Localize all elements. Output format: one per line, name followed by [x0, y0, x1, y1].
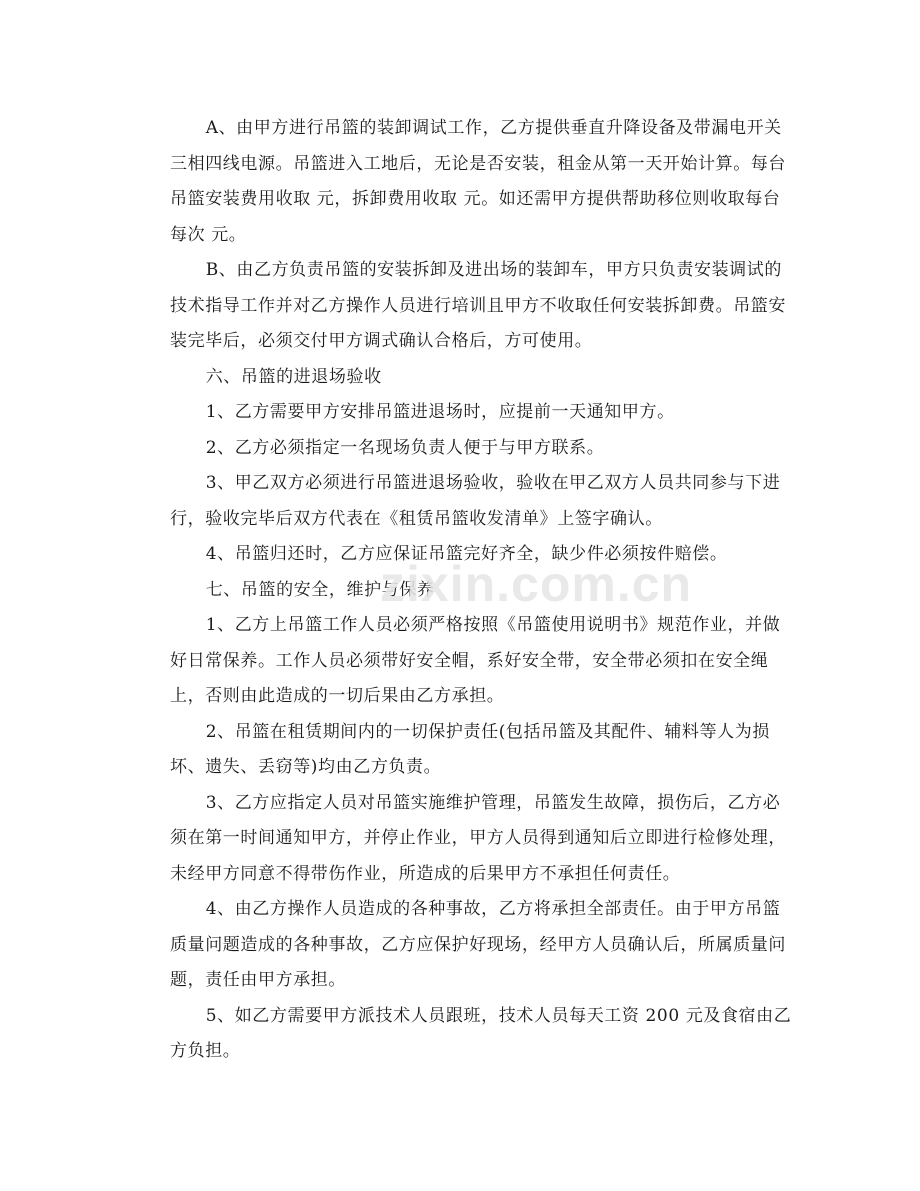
- list-item: [170, 786, 796, 893]
- paragraph-text: 5、如乙方需要甲方派技术人员跟班，技术人员每天工资 200 元及食宿由乙方负担。: [170, 1005, 792, 1061]
- paragraph-text: 3、甲乙双方必须进行吊篮进退场验收，验收在甲乙双方人员共同参与下进行，验收完毕后双方代表在《租赁吊篮收发清单》上签字确认。: [170, 473, 781, 529]
- paragraph-text: 4、由乙方操作人员造成的各种事故，乙方将承担全部责任。由于甲方吊篮质量问题造成的各种事故，乙方应保护好现场，经甲方人员确认后，所属质量问题，责任由甲方承担。: [170, 899, 786, 990]
- list-item: [170, 999, 796, 1070]
- list-item: [170, 537, 796, 573]
- paragraph-text: B、由乙方负责吊篮的安装拆卸及进出场的装卸车，甲方只负责安装调试的技术指导工作并对乙方操作人员进行培训且甲方不收取任何安装拆卸费。吊篮安装完毕后，必须交付甲方调式确认合格后，方可使用。: [170, 260, 786, 351]
- paragraph-text: A、由甲方进行吊篮的装卸调试工作，乙方提供垂直升降设备及带漏电开关三相四线电源。吊篮进入工地后，无论是否安装，租金从第一天开始计算。每台吊篮安装费用收取 元，拆卸费用收取 元。如还需甲方提供帮助移位则收取每台每次 元。: [170, 118, 786, 245]
- paragraph-install-by-party-a: [170, 111, 796, 253]
- watermark: zixin.com.cn: [380, 556, 693, 612]
- list-item: [170, 892, 796, 999]
- section-heading-safety: [170, 573, 796, 609]
- paragraph-text: 1、乙方上吊篮工作人员必须严格按照《吊篮使用说明书》规范作业，并做好日常保养。工作人员必须带好安全帽，系好安全带，安全带必须扣在安全绳上，否则由此造成的一切后果由乙方承担。: [170, 615, 781, 706]
- list-item: [170, 715, 796, 786]
- paragraph-text: 七、吊篮的安全，维护与保养: [205, 579, 435, 600]
- paragraph-text: 4、吊篮归还时，乙方应保证吊篮完好齐全，缺少件必须按件赔偿。: [205, 544, 728, 564]
- paragraph-text: 2、乙方必须指定一名现场负责人便于与甲方联系。: [205, 437, 605, 458]
- list-item: [170, 466, 796, 537]
- list-item: [170, 431, 796, 467]
- paragraph-text: 六、吊篮的进退场验收: [205, 366, 382, 387]
- list-item: [170, 608, 796, 715]
- paragraph-text: 3、乙方应指定人员对吊篮实施维护管理，吊篮发生故障，损伤后，乙方必须在第一时间通知甲方，并停止作业，甲方人员得到通知后立即进行检修处理，未经甲方同意不得带伤作业，所造成的后果甲方不承担任何责任。: [170, 792, 786, 884]
- list-item: [170, 395, 796, 431]
- paragraph-text: 1、乙方需要甲方安排吊篮进退场时，应提前一天通知甲方。: [205, 402, 675, 422]
- paragraph-text: 2、吊篮在租赁期间内的一切保护责任(包括吊篮及其配件、辅料等人为损坏、遗失、丢窃等)均由乙方负责。: [170, 721, 770, 777]
- paragraph-install-by-party-b: [170, 253, 796, 360]
- section-heading-acceptance: [170, 360, 796, 396]
- document-body: [170, 111, 796, 1070]
